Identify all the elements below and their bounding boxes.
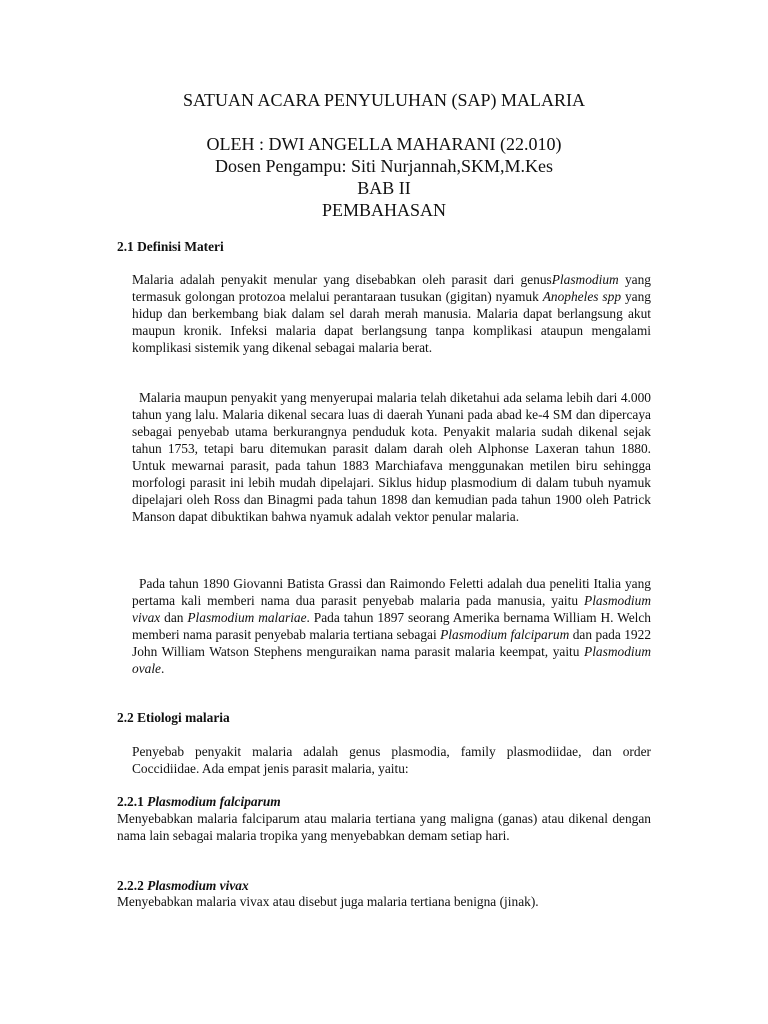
italic-term: Plasmodium ovale	[132, 644, 651, 676]
author-line: OLEH : DWI ANGELLA MAHARANI (22.010)	[206, 134, 562, 154]
paragraph-falciparum: Menyebabkan malaria falciparum atau malaria tertiana yang maligna (ganas) atau dikenal dengan nama lain sebagai malaria tropika yang menyebabkan demam setiap hari.	[117, 811, 651, 843]
text-span: yang hidup dan berkembang biak dalam sel darah merah manusia. Malaria dapat berlangsung akut maupun kronik. Infeksi malaria dapat berlangsung tanpa komplikasi ataupun mengalami komplikasi sistemik yang dikenal sebagai malaria berat.	[132, 289, 651, 355]
paragraph-etiology: Penyebab penyakit malaria adalah genus plasmodia, family plasmodiidae, dan order Coccidiidae. Ada empat jenis parasit malaria, yaitu:	[132, 744, 651, 776]
subsection-heading-2-2-2	[117, 877, 249, 894]
subsection-number: 2.2.1	[117, 794, 148, 809]
subsection-number: 2.2.2	[117, 878, 148, 893]
paragraph-vivax: Menyebabkan malaria vivax atau disebut juga malaria tertiana benigna (jinak).	[117, 894, 539, 909]
chapter-title: PEMBAHASAN	[321, 200, 447, 220]
title-block	[0, 89, 768, 221]
section-heading-2-1: 2.1 Definisi Materi	[117, 239, 224, 254]
lecturer-line: Dosen Pengampu: Siti Nurjannah,SKM,M.Kes	[215, 156, 553, 176]
italic-term: Plasmodium	[551, 272, 619, 287]
text-span: Malaria adalah penyakit menular yang disebabkan oleh parasit dari genus	[132, 272, 552, 287]
text-span: Pada tahun 1890 Giovanni Batista Grassi dan Raimondo Feletti adalah dua peneliti Italia yang pertama kali memberi nama dua parasit penyebab malaria pada manusia, yaitu	[132, 576, 651, 608]
paragraph-definition	[132, 271, 651, 356]
paragraph-history: Malaria maupun penyakit yang menyerupai malaria telah diketahui ada selama lebih dari 4.000 tahun yang lalu. Malaria dikenal secara luas di daerah Yunani pada abad ke-4 SM dan dipercaya sebagai penyebab utama berkurangnya penduduk kota. Penyakit malaria sudah dikenal sejak tahun 1753, tetapi baru ditemukan parasit dalam darah oleh Alphonse Laxeran tahun 1880. Untuk mewarnai parasit, pada tahun 1883 Marchiafava menggunakan metilen biru sehingga morfologi parasit ini lebih mudah dipelajari. Siklus hidup plasmodium di dalam tubuh nyamuk dipelajari oleh Ross dan Binagmi pada tahun 1898 dan kemudian pada tahun 1900 oleh Patrick Manson dapat dibuktikan bahwa nyamuk adalah vektor penular malaria.	[132, 390, 651, 524]
section-heading-2-2: 2.2 Etiologi malaria	[117, 710, 230, 725]
species-name: Plasmodium vivax	[147, 878, 249, 893]
italic-term: Plasmodium vivax	[132, 593, 651, 625]
text-span: dan	[160, 610, 188, 625]
text-span: yang termasuk golongan protozoa melalui perantaraan tusukan (gigitan) nyamuk	[132, 272, 651, 304]
text-span: . Pada tahun 1897 seorang Amerika bernama William H. Welch memberi nama parasit penyebab malaria tertiana sebagai	[132, 610, 651, 642]
species-name: Plasmodium falciparum	[147, 794, 281, 809]
paragraph-naming	[132, 575, 651, 677]
text-span: .	[161, 661, 165, 676]
italic-term: Anopheles spp	[542, 289, 622, 304]
italic-term: Plasmodium falciparum	[440, 627, 570, 642]
document-title: SATUAN ACARA PENYULUHAN (SAP) MALARIA	[182, 90, 586, 110]
subsection-heading-2-2-1	[117, 793, 281, 810]
italic-term: Plasmodium malariae	[187, 610, 307, 625]
text-span: dan pada 1922 John William Watson Stephens menguraikan nama parasit malaria keempat, yaitu	[132, 627, 652, 659]
chapter-number: BAB II	[357, 178, 411, 198]
